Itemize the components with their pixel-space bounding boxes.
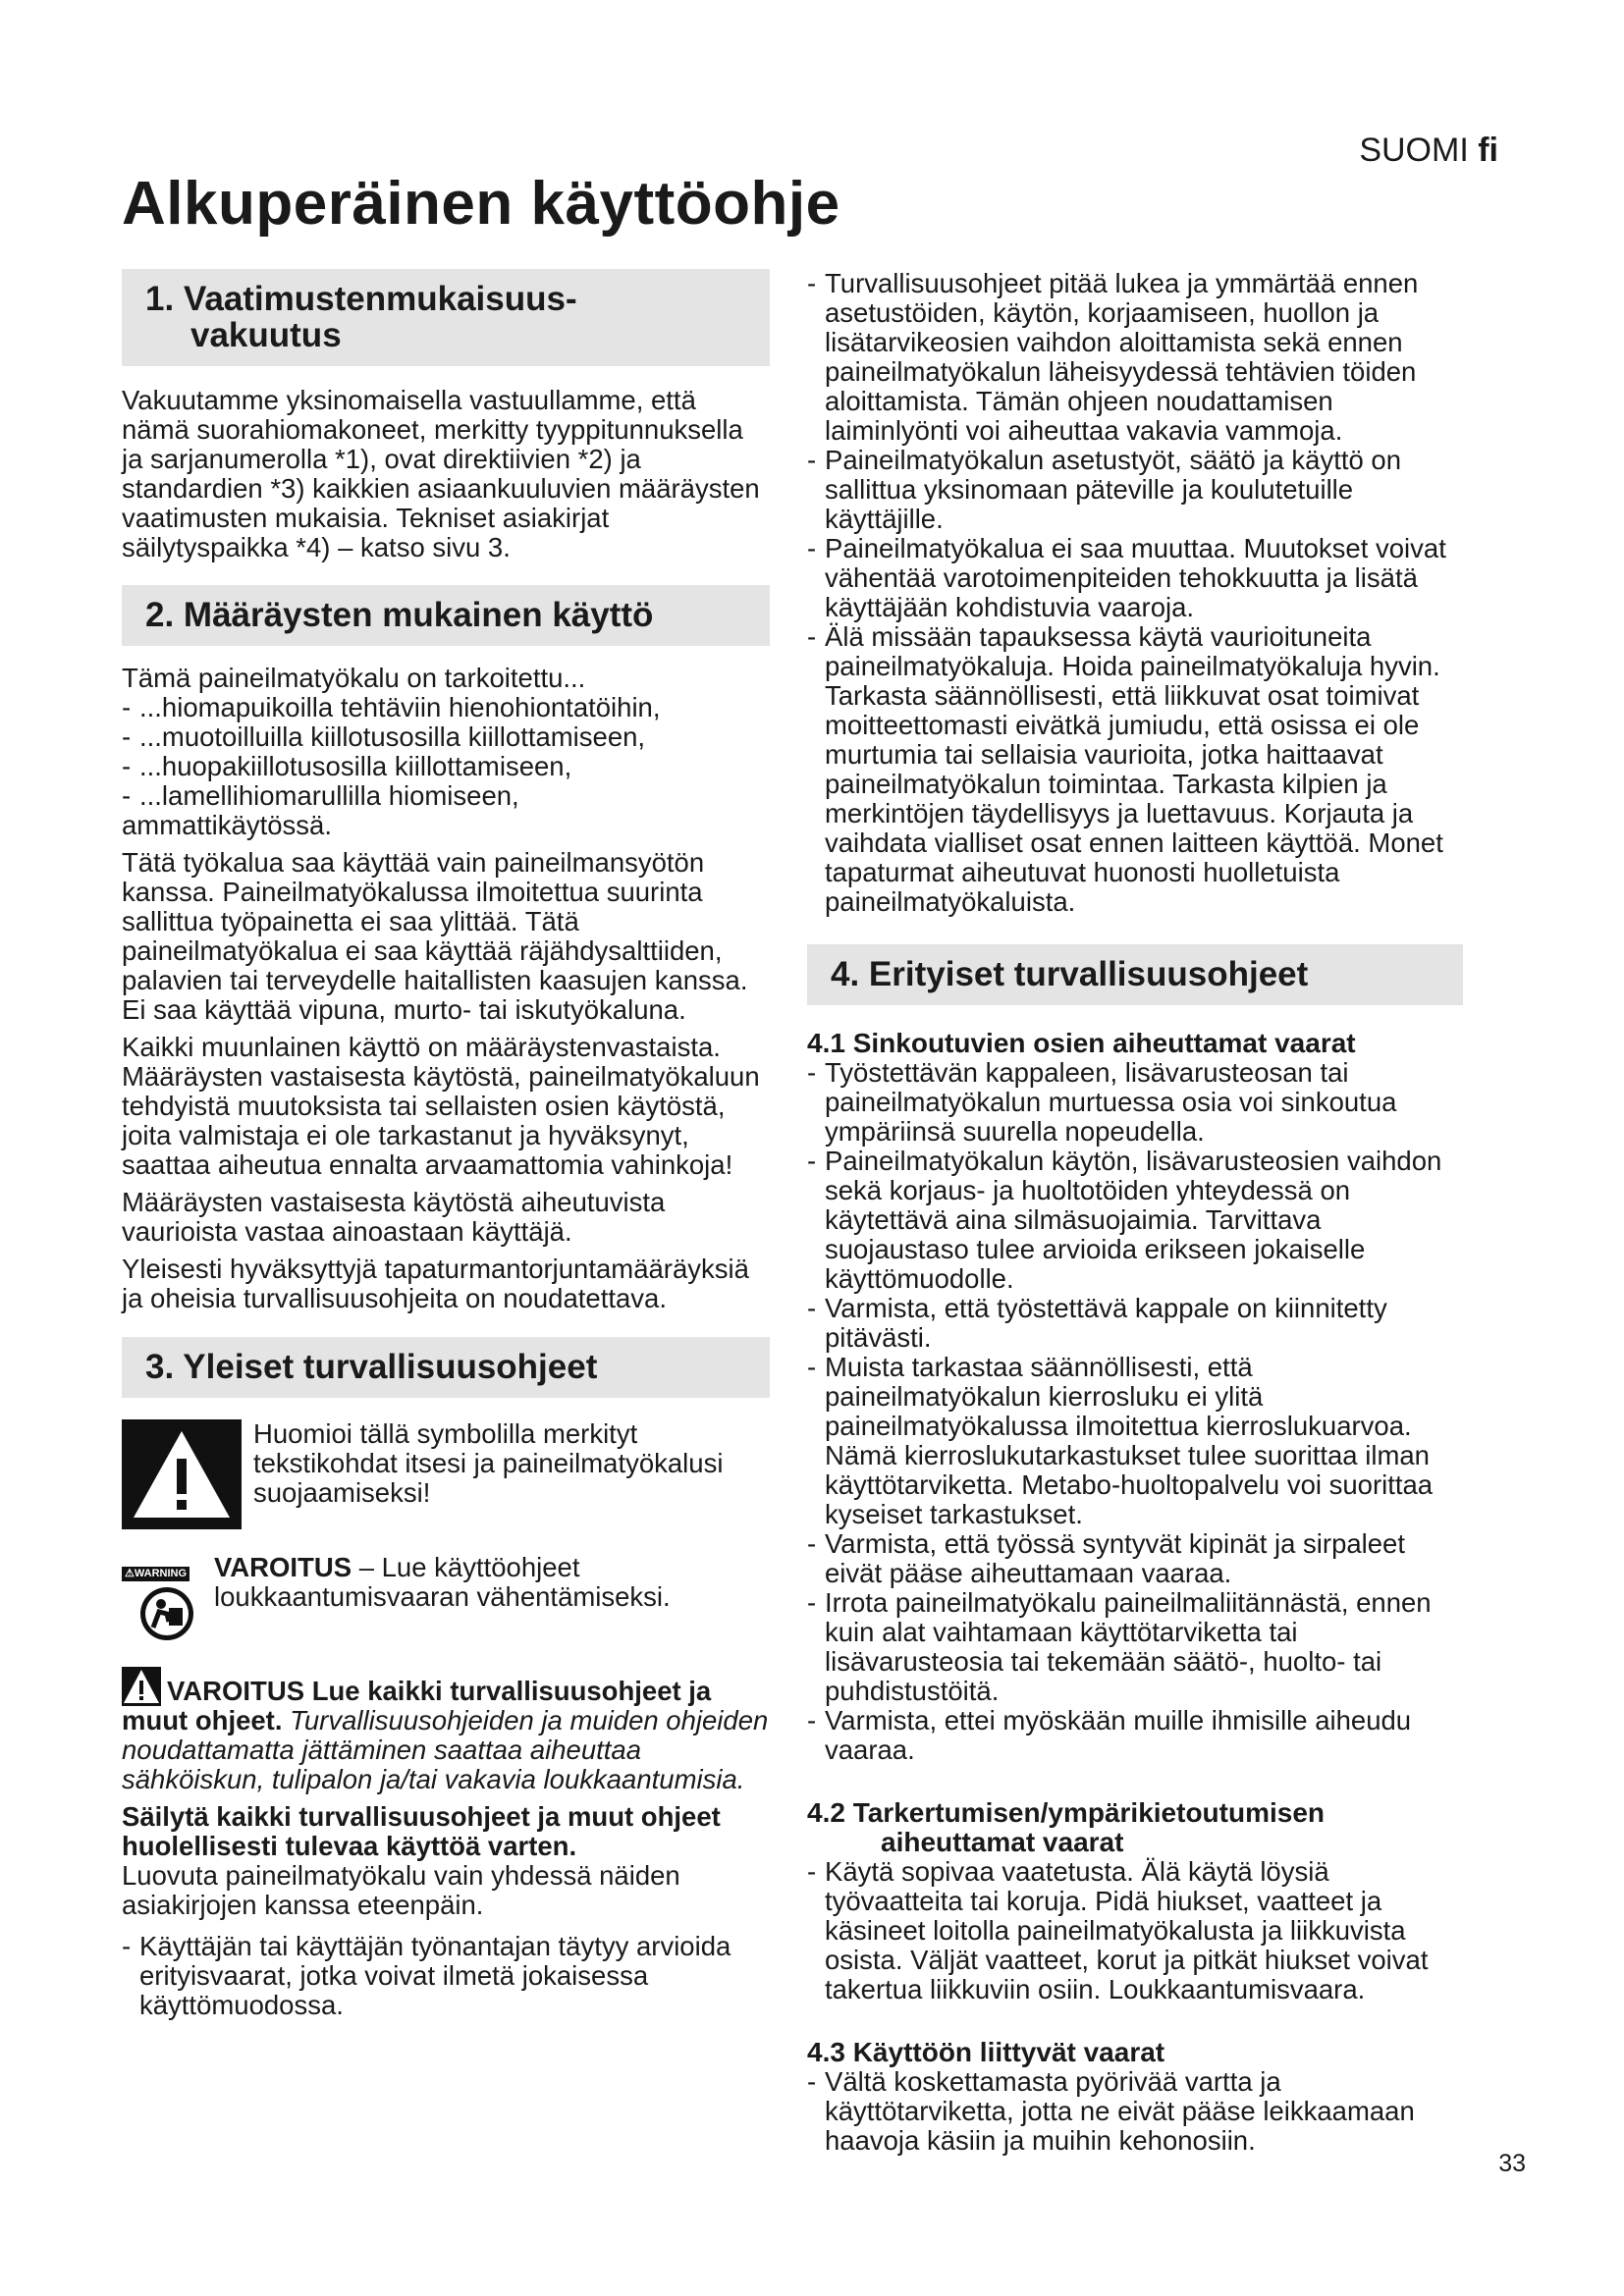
manual-warning-rest: – Lue käyttöohjeet loukkaantumisvaaran vähentämiseksi. — [214, 1552, 671, 1612]
list-item: - Käyttäjän tai käyttäjän työnantajan täytyy arvioida erityisvaarat, jotka voivat ilmetä jokaisessa käyttömuodossa. — [122, 1932, 770, 2020]
language-label — [1359, 132, 1498, 170]
section-1-title-b: vakuutus — [190, 316, 342, 354]
section-3-heading: 3. Yleiset turvallisuusohjeet — [122, 1337, 770, 1398]
subsection-4-1-heading: 4.1 Sinkoutuvien osien aiheuttamat vaarat — [807, 1028, 1356, 1058]
list-item: - Irrota paineilmatyökalu paineilmaliitännästä, ennen kuin alat vaihtamaan käyttötarviketta tai lisävarusteosia tai tekemään säätö-, huolto- tai puhdistustöitä. — [807, 1588, 1463, 1706]
read-manual-icon — [139, 1586, 194, 1641]
section-2-para-3: Määräysten vastaisesta käytöstä aiheutuvista vaurioista vastaa ainoastaan käyttäjä. — [122, 1187, 666, 1247]
subsection-4-3-heading: 4.3 Käyttöön liittyvät vaarat — [807, 2037, 1165, 2067]
keep-instructions-rest: Luovuta paineilmatyökalu vain yhdessä näiden asiakirjojen kanssa eteenpäin. — [122, 1860, 680, 1920]
subsection-4-2-heading — [807, 1798, 1463, 1857]
warning-label-icon: ⚠WARNING — [122, 1567, 189, 1581]
read-manual-warning — [122, 1553, 770, 1641]
section-1-number: 1. — [145, 280, 175, 318]
list-item: - Paineilmatyökalun asetustyöt, säätö ja käyttö on sallittua yksinomaan päteville ja koulutetuille käyttäjille. — [807, 446, 1463, 534]
section-2-intro: Tämä paineilmatyökalu on tarkoitettu... — [122, 663, 586, 693]
subsection-4-2-title-a: 4.2 Tarkertumisen/ympärikietoutumisen — [807, 1797, 1325, 1828]
read-all-warning — [122, 1667, 770, 1794]
list-item: - ...hiomapuikoilla tehtäviin hienohiontatöihin, — [122, 693, 770, 722]
language-code: fi — [1478, 132, 1498, 169]
section-2-outro: ammattikäytössä. — [122, 810, 332, 840]
section-1-body: Vakuutamme yksinomaisella vastuullamme, että nämä suorahiomakoneet, merkitty tyyppitunnuksella ja sarjanumerolla *1), ovat direktiivien *2) ja standardien *3) kaikkien asiaankuuluvien määräysten vaatimusten mukaisia. Tekniset asiakirjat säilytyspaikka *4) – katso sivu 3. — [122, 385, 760, 562]
page-title: Alkuperäinen käyttöohje — [122, 170, 840, 238]
section-1-title-a: Vaatimustenmukaisuus- — [183, 280, 577, 318]
page-number: 33 — [1498, 2150, 1526, 2177]
section-2-para-1: Tätä työkalua saa käyttää vain paineilmansyötön kanssa. Paineilmatyökalussa ilmoitettua suurinta sallittua työpainetta ei saa ylittää. Tätä paineilmatyökalua ei saa käyttää räjähdysalttiiden, palavien tai terveydelle haitallisten kaasujen kanssa. Ei saa käyttää vipuna, murto- tai iskutyökaluna. — [122, 847, 748, 1025]
list-item: - ...huopakiillotusosilla kiillottamiseen, — [122, 752, 770, 781]
list-item: - ...muotoilluilla kiillotusosilla kiillottamiseen, — [122, 722, 770, 752]
list-item: - Paineilmatyökalun käytön, lisävarusteosien vaihdon sekä korjaus- ja huoltotöiden yhteydessä on käytettävä aina silmäsuojaimia. Tarvittava suojaustaso tulee arvioida erikseen jokaiselle käyttömuodolle. — [807, 1147, 1463, 1294]
manual-warning-bold: VAROITUS — [214, 1552, 352, 1582]
section-2-heading: 2. Määräysten mukainen käyttö — [122, 585, 770, 646]
warning-label-text: WARNING — [134, 1568, 188, 1579]
subsection-4-2-title-b: aiheuttamat vaarat — [881, 1827, 1124, 1857]
section-2-para-2: Kaikki muunlainen käyttö on määräystenvastaista. Määräysten vastaisesta käytöstä, paineilmatyökaluun tehdyistä muutoksista tai sellaisten osien käytöstä, joita valmistaja ei ole tarkastanut ja hyväksynyt, saattaa aiheutua ennalta arvaamattomia vahinkoja! — [122, 1032, 760, 1180]
read-all-italic: Turvallisuusohjeiden ja muiden ohjeiden noudattamatta jättäminen saattaa aiheuttaa sähköiskun, tulipalon ja/tai vakavia loukkaantumisia. — [122, 1705, 769, 1794]
language-name: SUOMI — [1359, 132, 1469, 169]
section-4-heading: 4. Erityiset turvallisuusohjeet — [807, 944, 1463, 1005]
warning-small-icon — [122, 1667, 161, 1706]
list-item: - Käytä sopivaa vaatetusta. Älä käytä löysiä työvaatteita tai koruja. Pidä hiukset, vaatteet ja käsineet loitolla paineilmatyökalusta ja liikkuvista osista. Väljät vaatteet, korut ja pitkät hiukset voivat takertua liikkuviin osiin. Loukkaantumisvaara. — [807, 1857, 1463, 2004]
keep-bold-text: Säilytä kaikki turvallisuusohjeet ja muut ohjeet huolellisesti tulevaa käyttöä varten. — [122, 1801, 721, 1861]
left-column — [122, 269, 770, 2020]
list-item: - Vältä koskettamasta pyörivää vartta ja käyttötarviketta, jotta ne eivät pääse leikkaamaan haavoja käsiin ja muihin kehonosiin. — [807, 2067, 1463, 2156]
symbol-note-text: Huomioi tällä symbolilla merkityt tekstikohdat itsesi ja paineilmatyökalusi suojaamiseksi! — [253, 1418, 724, 1508]
list-item: - ...lamellihiomarullilla hiomiseen, — [122, 781, 770, 811]
list-item: - Varmista, että työstettävä kappale on kiinnitetty pitävästi. — [807, 1294, 1463, 1353]
list-item: - Työstettävän kappaleen, lisävarusteosan tai paineilmatyökalun murtuessa osia voi sinkoutua ympäriinsä suurella nopeudella. — [807, 1058, 1463, 1147]
symbol-note — [122, 1419, 770, 1529]
read-manual-text — [210, 1553, 770, 1612]
list-item: - Turvallisuusohjeet pitää lukea ja ymmärtää ennen asetustöiden, käytön, korjaamiseen, huollon ja lisätarvikeosien vaihdon aloittamista sekä ennen paineilmatyökalun läheisyydessä tehtävien töiden aloittamista. Tämän ohjeen noudattamisen laiminlyönti voi aiheuttaa vakavia vammoja. — [807, 269, 1463, 446]
list-item: - Älä missään tapauksessa käytä vaurioituneita paineilmatyökaluja. Hoida paineilmatyökaluja hyvin. Tarkasta säännöllisesti, että liikkuvat osat toimivat moitteettomasti eivätkä jumiudu, että osissa ei ole murtumia tai sellaisia vaurioita, jotka haittaavat paineilmatyökalun toimintaa. Tarkasta kilpien ja merkintöjen täydellisyys ja luettavuus. Korjauta ja vaihdata vialliset osat ennen laitteen käyttöä. Monet tapaturmat aiheutuvat huonosti huolletuista paineilmatyökaluista. — [807, 622, 1463, 917]
section-2-para-4: Yleisesti hyväksyttyjä tapaturmantorjuntamääräyksiä ja oheisia turvallisuusohjeita on noudatettava. — [122, 1254, 749, 1313]
list-item: - Varmista, että työssä syntyvät kipinät ja sirpaleet eivät pääse aiheuttamaan vaaraa. — [807, 1529, 1463, 1588]
right-column — [807, 269, 1463, 2156]
list-item: - Varmista, ettei myöskään muille ihmisille aiheudu vaaraa. — [807, 1706, 1463, 1765]
section-1-heading — [122, 269, 770, 366]
list-item: - Paineilmatyökalua ei saa muuttaa. Muutokset voivat vähentää varotoimenpiteiden tehokkuutta ja lisätä käyttäjään kohdistuvia vaaroja. — [807, 534, 1463, 622]
keep-instructions-bold — [122, 1802, 770, 1861]
warning-triangle-icon — [122, 1419, 242, 1529]
list-item: - Muista tarkastaa säännöllisesti, että paineilmatyökalun kierrosluku ei ylitä paineilmatyökalussa ilmoitettua kierroslukuarvoa. Nämä kierroslukutarkastukset tulee suorittaa ilman käyttötarviketta. Metabo-huoltopalvelu voi suorittaa kyseiset tarkastukset. — [807, 1353, 1463, 1529]
read-all-bold: VAROITUS Lue kaikki turvallisuusohjeet ja muut ohjeet. — [122, 1676, 712, 1735]
